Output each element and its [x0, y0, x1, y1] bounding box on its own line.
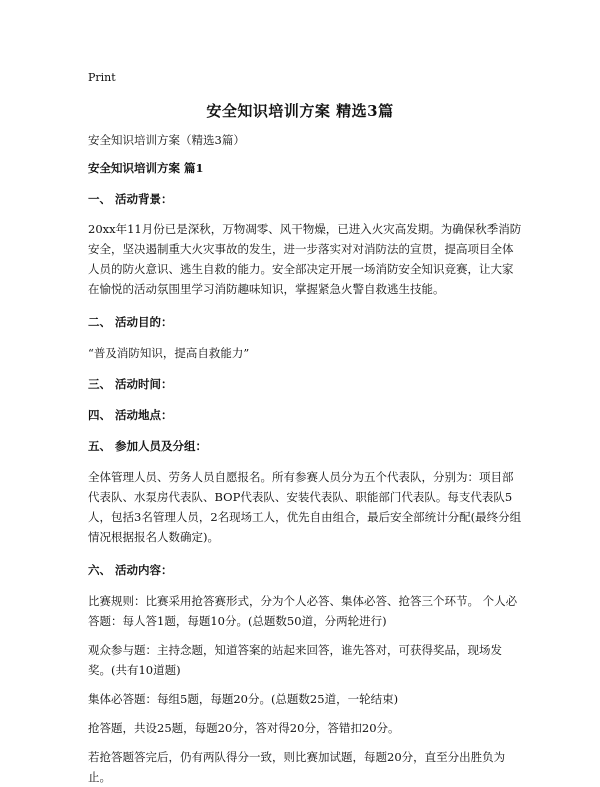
print-label[interactable]: Print [88, 71, 116, 84]
document-body [88, 130, 523, 787]
section-paragraph: 观众参与题：主持念题，知道答案的站起来回答，谁先答对，可获得奖品，现场发奖。(共有10道题) [88, 643, 502, 677]
section-paragraph: 全体管理人员、劳务人员自愿报名。所有参赛人员分为五个代表队，分别为：项目部代表队、水泵房代表队、BOP代表队、安装代表队、职能部门代表队。每支代表队5人，包括3名管理人员，2名现场工人，优先自由组合，最后安全部统计分配(最终分组情况根据报名人数确定)。 [88, 470, 522, 544]
section-heading-time: 三、 活动时间： [88, 377, 173, 391]
page-title: 安全知识培训方案 精选3篇 [206, 102, 394, 120]
section-paragraph: 若抢答题答完后，仍有两队得分一致，则比赛加试题，每题20分，直至分出胜负为止。 [88, 750, 506, 784]
section-heading-content: 六、 活动内容： [88, 563, 173, 577]
section-paragraph: 比赛规则：比赛采用抢答赛形式，分为个人必答、集体必答、抢答三个环节。 个人必答题：每人答1题，每题10分。(总题数50道，分两轮进行) [88, 594, 518, 628]
section-heading-location: 四、 活动地点： [88, 408, 173, 422]
section-paragraph: 集体必答题：每组5题，每题20分。(总题数25道，一轮结束) [88, 692, 399, 706]
section-paragraph: 20xx年11月份已是深秋，万物凋零、风干物燥，已进入火灾高发期。为确保秋季消防安全，坚决遏制重大火灾事故的发生，进一步落实对对消防法的宣贯，提高项目全体人员的防火意识、逃生自救的能力。安全部决定开展一场消防安全知识竞赛，让大家在愉悦的活动氛围里学习消防趣味知识，掌握紧急火警自救逃生技能。 [88, 222, 522, 296]
subtitle: 安全知识培训方案（精选3篇） [88, 133, 245, 147]
section-heading-purpose: 二、 活动目的： [88, 315, 173, 329]
section-paragraph: “普及消防知识，提高自救能力” [88, 346, 250, 360]
section-paragraph: 抢答题，共设25题，每题20分，答对得20分，答错扣20分。 [88, 721, 400, 735]
section-heading-background: 一、 活动背景： [88, 192, 173, 206]
section-heading-participants: 五、 参加人员及分组： [88, 439, 208, 453]
article-heading: 安全知识培训方案 篇1 [88, 161, 204, 175]
